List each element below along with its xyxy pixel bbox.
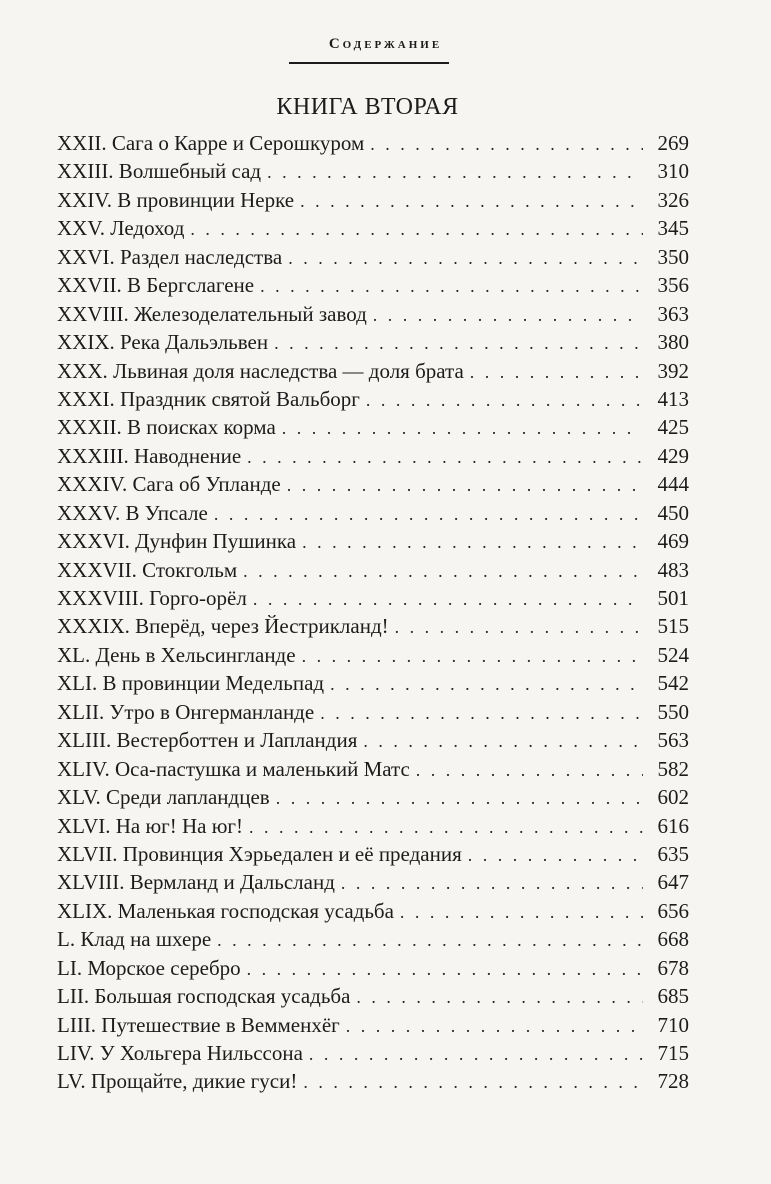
toc-dot-leader <box>330 670 643 698</box>
toc-entry-title: XXVIII. Железоделательный завод <box>57 301 367 326</box>
toc-entry-page-number: 710 <box>657 1012 689 1037</box>
toc-entry[interactable] <box>57 783 689 811</box>
toc-entry[interactable] <box>57 271 689 299</box>
toc-dot-leader <box>309 1040 643 1068</box>
toc-entry[interactable] <box>57 1067 689 1095</box>
toc-entry-page-number: 582 <box>657 756 689 781</box>
toc-entry[interactable] <box>57 413 689 441</box>
toc-entry-page-number: 616 <box>657 813 689 838</box>
toc-entry[interactable] <box>57 129 689 157</box>
toc-entry[interactable] <box>57 527 689 555</box>
toc-entry-page-number: 413 <box>657 386 689 411</box>
toc-entry[interactable] <box>57 556 689 584</box>
toc-entry-title: XXII. Сага о Карре и Серошкуром <box>57 131 365 155</box>
toc-entry-title: XLV. Среди лапландцев <box>57 785 270 810</box>
running-head-rule <box>289 62 449 64</box>
toc-dot-leader <box>243 557 643 585</box>
toc-entry[interactable] <box>57 897 689 925</box>
toc-entry-title: XXIV. В провинции Нерке <box>57 187 295 212</box>
toc-entry-title: XLVII. Провинция Хэрьедален и её предания <box>57 841 462 866</box>
toc-entry[interactable] <box>57 186 689 214</box>
toc-entry-title: LIV. У Хольгера Нильссона <box>57 1041 303 1065</box>
toc-dot-leader <box>366 386 643 414</box>
toc-entry-title: XXXIV. Сага об Упланде <box>57 472 281 497</box>
toc-dot-leader <box>346 1012 643 1040</box>
toc-entry-page-number: 685 <box>657 984 689 1009</box>
toc-entry[interactable] <box>57 840 689 868</box>
toc-dot-leader <box>190 215 643 243</box>
toc-dot-leader <box>282 414 643 442</box>
toc-dot-leader <box>300 187 643 215</box>
toc-entry[interactable] <box>57 442 689 470</box>
toc-entry-title: XXXII. В поисках корма <box>57 415 276 440</box>
toc-entry-title: XLIII. Вестерботтен и Лапландия <box>57 728 358 753</box>
toc-dot-leader <box>303 1068 643 1096</box>
toc-entry[interactable] <box>57 157 689 185</box>
toc-entry-title: XLI. В провинции Медельпад <box>57 671 325 696</box>
toc-entry-page-number: 469 <box>657 529 689 554</box>
toc-entry[interactable] <box>57 584 689 612</box>
toc-entry[interactable] <box>57 1011 689 1039</box>
toc-dot-leader <box>363 727 643 755</box>
toc-entry-page-number: 429 <box>657 443 689 468</box>
toc-dot-leader <box>260 272 643 300</box>
toc-dot-leader <box>356 983 643 1011</box>
toc-entry-page-number: 635 <box>657 841 689 866</box>
toc-entry-page-number: 326 <box>657 187 689 212</box>
toc-entry[interactable] <box>57 726 689 754</box>
toc-entry-page-number: 678 <box>657 955 689 980</box>
toc-dot-leader <box>217 926 643 954</box>
toc-entry-title: LI. Морское серебро <box>57 955 241 980</box>
toc-dot-leader <box>468 841 643 869</box>
toc-dot-leader <box>373 301 643 329</box>
toc-entry-title: LII. Большая господская усадьба <box>57 984 351 1009</box>
running-head: Содержание <box>328 36 443 52</box>
toc-entry-page-number: 501 <box>657 586 689 610</box>
toc-entry-page-number: 647 <box>657 870 689 895</box>
toc-entry-page-number: 444 <box>657 472 689 497</box>
toc-entry[interactable] <box>57 357 689 385</box>
toc-entry-page-number: 602 <box>657 785 689 810</box>
toc-entry-title: XLVI. На юг! На юг! <box>57 813 244 838</box>
toc-entry[interactable] <box>57 954 689 982</box>
toc-entry-title: LV. Прощайте, дикие гуси! <box>57 1069 298 1094</box>
toc-entry-title: LIII. Путешествие в Вемменхёг <box>57 1012 340 1037</box>
toc-dot-leader <box>247 443 643 471</box>
toc-entry[interactable] <box>57 612 689 640</box>
toc-entry-page-number: 345 <box>657 216 689 241</box>
toc-dot-leader <box>302 528 643 556</box>
toc-entry-page-number: 542 <box>657 671 689 696</box>
book-section-title: КНИГА ВТОРАЯ <box>276 94 459 120</box>
toc-entry-page-number: 656 <box>657 898 689 923</box>
toc-dot-leader <box>302 642 643 670</box>
toc-dot-leader <box>470 358 643 386</box>
toc-entry[interactable] <box>57 499 689 527</box>
toc-entry-page-number: 425 <box>657 415 689 440</box>
toc-entry[interactable] <box>57 698 689 726</box>
toc-entry-title: XXXVI. Дунфин Пушинка <box>57 529 297 554</box>
toc-entry-page-number: 728 <box>657 1069 689 1094</box>
toc-entry[interactable] <box>57 868 689 896</box>
toc-entry[interactable] <box>57 641 689 669</box>
toc-entry[interactable] <box>57 328 689 356</box>
toc-entry[interactable] <box>57 470 689 498</box>
toc-entry-title: XXXVII. Стокгольм <box>57 557 238 582</box>
toc-entry-title: XXXIX. Вперёд, через Йестрикланд! <box>57 614 389 639</box>
toc-entry-page-number: 550 <box>657 699 689 724</box>
toc-entry-page-number: 715 <box>657 1041 689 1065</box>
toc-dot-leader <box>395 613 643 641</box>
toc-dot-leader <box>267 158 643 186</box>
toc-entry-title: XXVI. Раздел наследства <box>57 244 283 269</box>
toc-entry-page-number: 524 <box>657 642 689 667</box>
toc-entry-title: XL. День в Хельсингланде <box>57 642 296 667</box>
toc-entry[interactable] <box>57 812 689 840</box>
toc-entry[interactable] <box>57 243 689 271</box>
toc-dot-leader <box>287 471 643 499</box>
toc-dot-leader <box>370 130 643 158</box>
toc-entry[interactable] <box>57 755 689 783</box>
toc-dot-leader <box>341 869 643 897</box>
toc-dot-leader <box>214 500 643 528</box>
toc-entry-page-number: 392 <box>657 358 689 383</box>
toc-entry[interactable] <box>57 982 689 1010</box>
toc-entry-page-number: 350 <box>657 244 689 269</box>
toc-entry[interactable] <box>57 1039 689 1067</box>
toc-entry-page-number: 563 <box>657 728 689 753</box>
toc-entry-title: XLIV. Оса-пастушка и маленький Матс <box>57 756 410 781</box>
toc-dot-leader <box>274 329 643 357</box>
toc-entry-title: XLVIII. Вермланд и Дальсланд <box>57 870 335 895</box>
toc-entry-page-number: 363 <box>657 301 689 326</box>
toc-entry-title: XXXI. Праздник святой Вальборг <box>57 386 360 411</box>
toc-entry-title: XXXV. В Упсале <box>57 500 208 525</box>
toc-dot-leader <box>276 784 643 812</box>
toc-entry-page-number: 450 <box>657 500 689 525</box>
toc-entry[interactable] <box>57 300 689 328</box>
toc-entry-page-number: 269 <box>657 131 689 155</box>
toc-entry-title: XXXVIII. Горго-орёл <box>57 586 247 610</box>
toc-entry-page-number: 483 <box>657 557 689 582</box>
toc-entry-page-number: 356 <box>657 273 689 298</box>
toc-entry-title: XXV. Ледоход <box>57 216 185 241</box>
toc-entry-page-number: 310 <box>657 159 689 184</box>
toc-entry-page-number: 515 <box>657 614 689 639</box>
toc-dot-leader <box>400 898 643 926</box>
toc-entry-title: XLIX. Маленькая господская усадьба <box>57 898 394 923</box>
toc-entry-page-number: 668 <box>657 927 689 952</box>
toc-entry-title: XXIX. Река Дальэльвен <box>57 330 269 355</box>
toc-entry-title: XXXIII. Наводнение <box>57 443 242 468</box>
toc-entry-title: L. Клад на шхере <box>57 927 212 952</box>
toc-entry-title: XXX. Львиная доля наследства — доля брата <box>57 358 464 383</box>
toc-dot-leader <box>416 756 643 784</box>
toc-entry[interactable] <box>57 214 689 242</box>
table-of-contents <box>57 129 689 1096</box>
toc-entry-title: XXVII. В Бергслагене <box>57 273 255 298</box>
toc-entry[interactable] <box>57 669 689 697</box>
toc-dot-leader <box>288 244 643 272</box>
toc-entry-title: XLII. Утро в Онгерманланде <box>57 699 315 724</box>
toc-dot-leader <box>253 585 643 613</box>
toc-dot-leader <box>320 699 643 727</box>
toc-entry[interactable] <box>57 925 689 953</box>
toc-entry-title: XXIII. Волшебный сад <box>57 159 262 184</box>
toc-dot-leader <box>247 955 643 983</box>
toc-entry[interactable] <box>57 385 689 413</box>
toc-dot-leader <box>249 813 643 841</box>
toc-entry-page-number: 380 <box>657 330 689 355</box>
